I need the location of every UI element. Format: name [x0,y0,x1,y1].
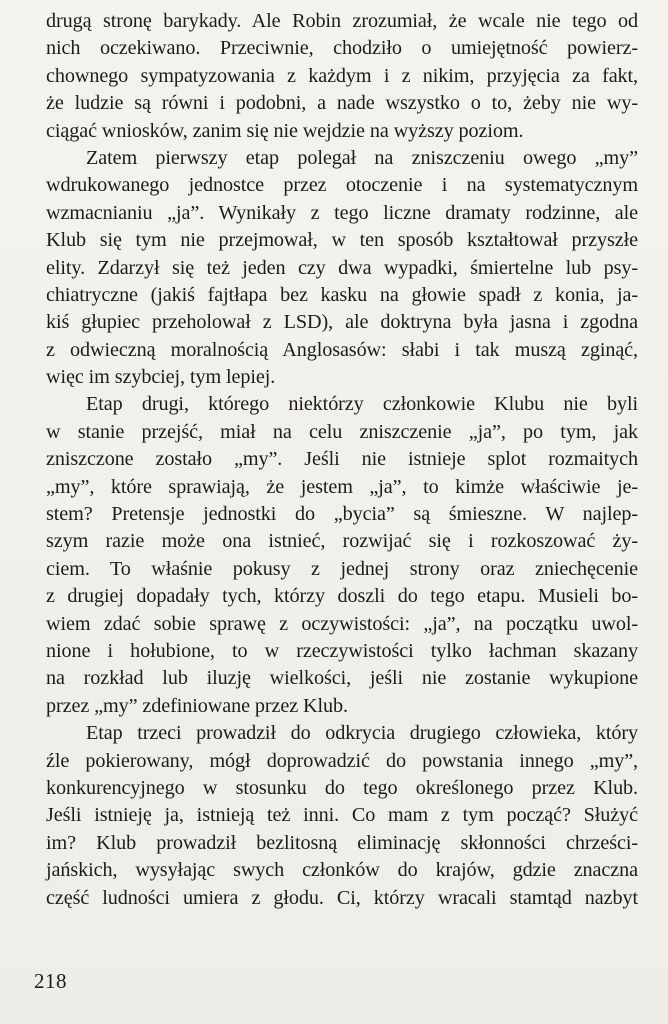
text-line: jańskich, wysyłając swych członków do krajów, gdzie znaczna [46,859,638,882]
page-number: 218 [34,969,67,993]
text-line: Jeśli istnieję ja, istnieją też inni. Co mam z tym począć? Służyć [46,804,638,827]
text-line: konkurencyjnego w stosunku do tego określonego przez Klub. [46,776,638,799]
text-line: elity. Zdarzył się też jeden czy dwa wypadki, śmiertelne lub psy- [46,256,638,279]
text-line: drugą stronę barykady. Ale Robin zrozumiał, że wcale nie tego od [46,10,638,32]
text-line: chownego sympatyzowania z każdym i z nikim, przyjęcia za fakt, [46,64,638,87]
text-line: ciem. To właśnie pokusy z jednej strony oraz zniechęcenie [46,557,638,580]
text-line: ciągać wniosków, zanim się nie wejdzie na wyższy poziom. [46,119,524,142]
text-line: Zatem pierwszy etap polegał na zniszczeniu owego „my” [86,146,638,169]
text-line: „my”, które sprawiają, że jestem „ja”, to kimże właściwie je- [46,475,638,498]
text-line: wzmacnianiu „ja”. Wynikały z tego liczne dramaty rodzinne, ale [46,201,638,224]
text-line: zniszczone zostało „my”. Jeśli nie istnieje splot rozmaitych [46,448,638,471]
text-line: że ludzie są równi i podobni, a nade wszystko o to, żeby nie wy- [46,92,638,115]
text-line: Etap trzeci prowadził do odkrycia drugiego człowieka, który [86,722,638,745]
text-line: chiatryczne (jakiś fajtłapa bez kasku na głowie spadł z konia, ja- [46,283,638,306]
text-line: wiem zdać sobie sprawę z oczywistości: „ja”, na początku uwol- [46,612,638,635]
text-line: stem? Pretensje jednostki do „bycia” są śmieszne. W najlep- [46,503,638,526]
text-line: Etap drugi, którego niektórzy członkowie Klubu nie byli [86,393,638,416]
text-line: wdrukowanego jednostce przez otoczenie i na systematycznym [46,174,638,197]
text-line: szym razie może ona istnieć, rozwijać się i rozkoszować ży- [46,530,638,553]
text-line: kiś głupiec przeholował z LSD), ale doktryna była jasna i zgodna [46,311,638,334]
text-line: z odwieczną moralnością Anglosasów: słabi i tak muszą zginąć, [46,338,638,361]
text-line: źle pokierowany, mógł doprowadzić do powstania innego „my”, [46,749,638,772]
text-line: nione i hołubione, to w rzeczywistości tylko łachman skazany [46,639,638,662]
text-line: im? Klub prowadził bezlitosną eliminację skłonności chrześci- [46,831,638,854]
text-line: na rozkład lub iluzję wielkości, jeśli nie zostanie wykupione [46,667,638,690]
text-line: w stanie przejść, miał na celu zniszczenie „ja”, po tym, jak [46,420,638,443]
text-line: nich oczekiwano. Przeciwnie, chodziło o umiejętność powierz- [46,37,638,60]
text-line: więc im szybciej, tym lepiej. [46,366,276,389]
text-line: przez „my” zdefiniowane przez Klub. [46,694,348,717]
body-text [46,8,638,912]
text-line: Klub się tym nie przejmował, w ten sposób kształtował przyszłe [46,229,638,252]
text-line: część ludności umiera z głodu. Ci, którzy wracali stamtąd nazbyt [46,886,638,909]
text-line: z drugiej dopadały tych, którzy doszli do tego etapu. Musieli bo- [46,585,638,608]
